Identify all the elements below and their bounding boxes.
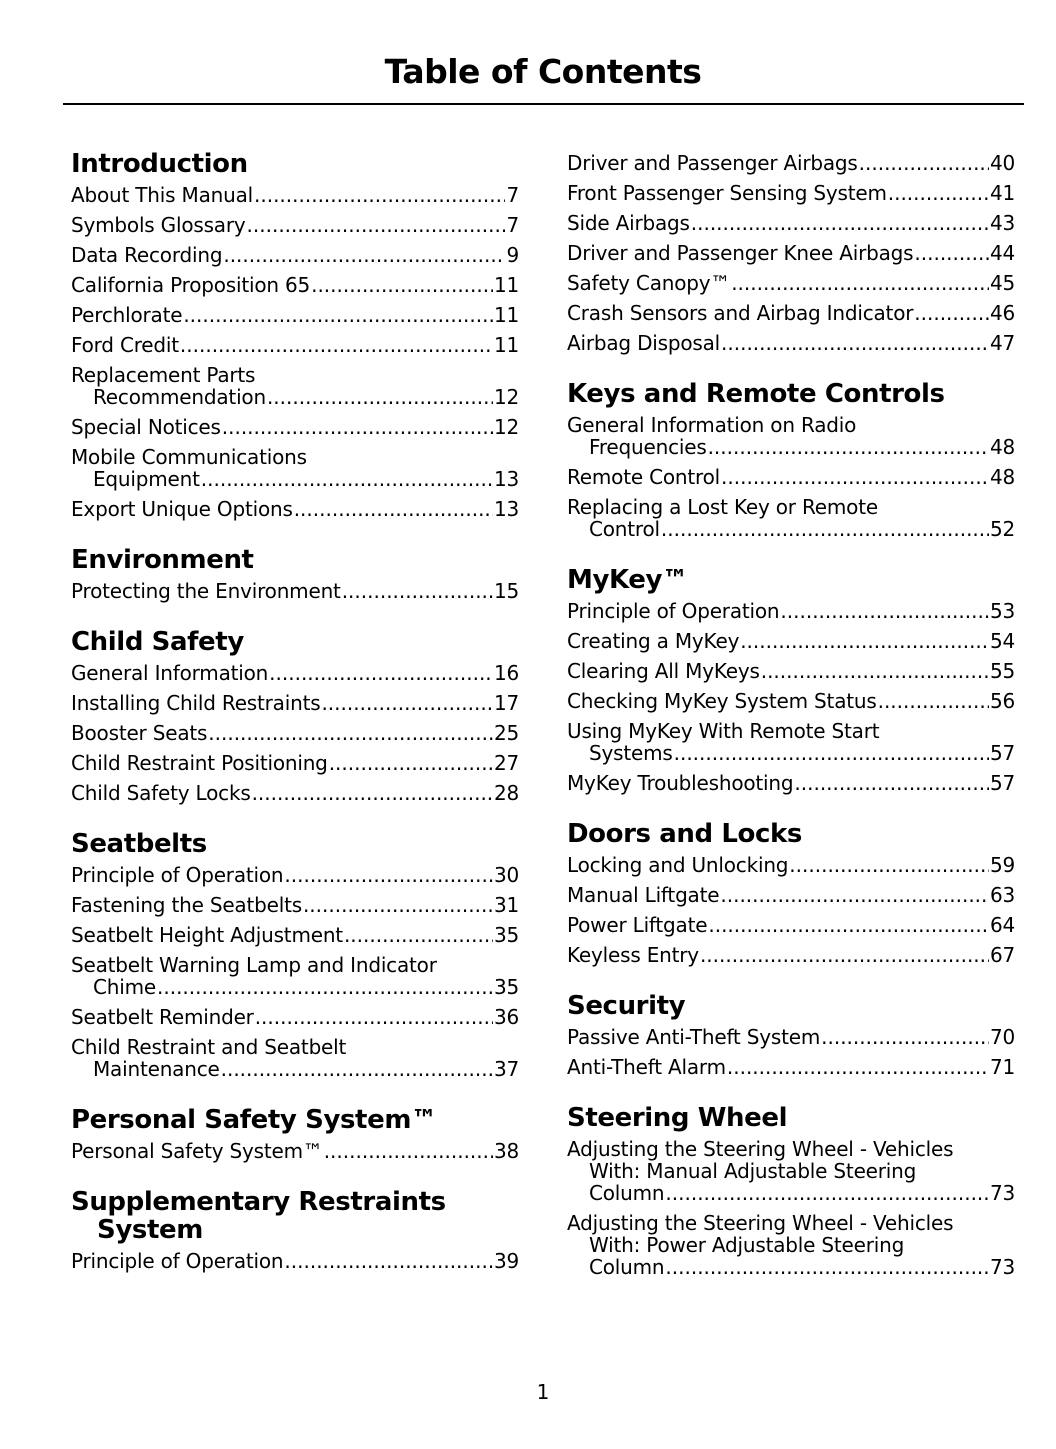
toc-entry-page: 54 [989, 629, 1015, 653]
toc-entry-row [567, 332, 1015, 354]
toc-left-column [71, 150, 519, 1298]
toc-entry-row [567, 742, 1015, 764]
toc-entry-page: 52 [989, 517, 1015, 541]
toc-entry-label: With: Manual Adjustable Steering [589, 1159, 917, 1183]
toc-entry-row [567, 660, 1015, 682]
toc-entry-label: Mobile Communications [71, 445, 307, 469]
section-heading [567, 992, 1015, 1020]
section-heading [71, 546, 519, 574]
dot-leader [321, 692, 493, 714]
toc-entry-label: Seatbelt Height Adjustment [71, 923, 343, 947]
dot-leader [223, 244, 505, 266]
toc-section [567, 380, 1015, 540]
dot-leader [284, 1250, 493, 1272]
toc-entry-page: 48 [989, 435, 1015, 459]
toc-entry-label: Safety Canopy™ [567, 271, 731, 295]
dot-leader [878, 690, 989, 712]
toc-entry[interactable] [567, 630, 1015, 652]
toc-entry[interactable] [71, 184, 519, 206]
toc-entry-label: Principle of Operation [567, 599, 780, 623]
toc-entry-row [567, 630, 1015, 652]
toc-entry[interactable] [567, 884, 1015, 906]
dot-leader [254, 184, 505, 206]
toc-entry-label: Export Unique Options [71, 497, 293, 521]
toc-entry-page: 12 [493, 415, 519, 439]
toc-entry-label: Seatbelt Warning Lamp and Indicator [71, 953, 437, 977]
toc-entry-label: Manual Liftgate [567, 883, 720, 907]
toc-entry-page: 35 [493, 975, 519, 999]
toc-entry[interactable] [567, 1026, 1015, 1048]
dot-leader [180, 334, 493, 356]
toc-entry-page: 63 [989, 883, 1015, 907]
dot-leader [708, 436, 989, 458]
toc-entry[interactable] [71, 446, 519, 490]
dot-leader [789, 854, 989, 876]
toc-entry-label: Child Restraint and Seatbelt [71, 1035, 347, 1059]
toc-entry-page: 31 [493, 893, 519, 917]
dot-leader [255, 1006, 493, 1028]
toc-entry[interactable] [71, 864, 519, 886]
toc-entry-page: 28 [493, 781, 519, 805]
toc-entry[interactable] [71, 692, 519, 714]
dot-leader [661, 518, 989, 540]
toc-entry-page: 73 [989, 1255, 1015, 1279]
page-title: Table of Contents [384, 52, 702, 91]
dot-leader [342, 580, 493, 602]
toc-entry-row [71, 304, 519, 326]
toc-entry[interactable] [71, 722, 519, 744]
toc-entry-label: Principle of Operation [71, 863, 284, 887]
toc-entry-row [71, 1006, 519, 1028]
toc-entry-label: Fastening the Seatbelts [71, 893, 302, 917]
toc-entry-label: Ford Credit [71, 333, 179, 357]
toc-entry-page: 64 [989, 913, 1015, 937]
toc-entry[interactable] [567, 152, 1015, 174]
toc-entry[interactable] [71, 662, 519, 684]
dot-leader [674, 742, 989, 764]
toc-entry[interactable] [567, 854, 1015, 876]
toc-entry-label: Front Passenger Sensing System [567, 181, 887, 205]
toc-entry-row [71, 334, 519, 356]
toc-entry-label: MyKey Troubleshooting [567, 771, 794, 795]
dot-leader [294, 498, 493, 520]
toc-entry[interactable] [71, 580, 519, 602]
toc-entry[interactable] [567, 182, 1015, 204]
toc-entry-page: 53 [989, 599, 1015, 623]
toc-entry-label: Keyless Entry [567, 943, 699, 967]
toc-entry-row [71, 752, 519, 774]
toc-entry-row [567, 152, 1015, 174]
toc-entry-row [567, 182, 1015, 204]
toc-entry-label: Driver and Passenger Airbags [567, 151, 858, 175]
dot-leader [208, 722, 493, 744]
toc-section [71, 546, 519, 602]
toc-entry[interactable] [71, 894, 519, 916]
toc-entry-label: California Proposition 65 [71, 273, 311, 297]
toc-entry-label: Installing Child Restraints [71, 691, 321, 715]
toc-entry-page: 70 [989, 1025, 1015, 1049]
section-heading-text: Environment [71, 545, 254, 575]
toc-entry-label: General Information [71, 661, 269, 685]
toc-entry-page: 11 [493, 333, 519, 357]
toc-entry-page: 13 [493, 497, 519, 521]
toc-entry[interactable] [71, 954, 519, 998]
toc-entry-label: Airbag Disposal [567, 331, 721, 355]
toc-entry-row [567, 772, 1015, 794]
toc-entry-page: 44 [989, 241, 1015, 265]
section-heading-text: Security [567, 991, 686, 1021]
toc-entry[interactable] [71, 416, 519, 438]
dot-leader [324, 1140, 493, 1162]
toc-entry-page: 57 [989, 741, 1015, 765]
section-heading-text: Doors and Locks [567, 819, 802, 849]
toc-entry[interactable] [567, 600, 1015, 622]
dot-leader [183, 304, 493, 326]
dot-leader [794, 772, 989, 794]
section-heading-text: Keys and Remote Controls [567, 379, 945, 409]
section-heading [71, 628, 519, 656]
toc-entry[interactable] [567, 414, 1015, 458]
toc-entry-row [567, 302, 1015, 324]
dot-leader [708, 914, 989, 936]
dot-leader [665, 1182, 989, 1204]
toc-entry-row [71, 662, 519, 684]
toc-entry-label: Chime [93, 975, 156, 999]
dot-leader [311, 274, 493, 296]
toc-entry[interactable] [71, 1250, 519, 1272]
section-heading [567, 566, 1015, 594]
toc-entry-page: 67 [989, 943, 1015, 967]
toc-entry[interactable] [71, 244, 519, 266]
toc-entry-page: 7 [506, 183, 519, 207]
toc-entry-page: 9 [506, 243, 519, 267]
toc-section [567, 820, 1015, 966]
toc-entry-page: 71 [989, 1055, 1015, 1079]
toc-entry[interactable] [567, 660, 1015, 682]
toc-entry-row [567, 242, 1015, 264]
toc-entry-label: Perchlorate [71, 303, 183, 327]
dot-leader [888, 182, 989, 204]
toc-entry-page: 59 [989, 853, 1015, 877]
toc-entry[interactable] [71, 1036, 519, 1080]
toc-right-column [567, 152, 1015, 1304]
toc-entry[interactable] [567, 690, 1015, 712]
section-heading [71, 1106, 519, 1134]
toc-entry-row [71, 498, 519, 520]
toc-entry-row [71, 468, 519, 490]
toc-entry-row [567, 1256, 1015, 1278]
toc-entry-label: Column [589, 1181, 665, 1205]
toc-entry-label: Passive Anti-Theft System [567, 1025, 821, 1049]
toc-entry-row [567, 272, 1015, 294]
toc-entry-label: Creating a MyKey [567, 629, 740, 653]
dot-leader [720, 884, 989, 906]
toc-entry-row [71, 1058, 519, 1080]
section-heading-text: System [97, 1215, 203, 1245]
dot-leader [821, 1026, 989, 1048]
section-heading [71, 830, 519, 858]
dot-leader [731, 272, 989, 294]
toc-entry-label: Adjusting the Steering Wheel - Vehicles [567, 1211, 954, 1235]
toc-section [71, 150, 519, 520]
toc-entry-row [567, 914, 1015, 936]
toc-entry-page: 39 [493, 1249, 519, 1273]
toc-section [567, 566, 1015, 794]
dot-leader [727, 1056, 989, 1078]
toc-entry-label: Remote Control [567, 465, 721, 489]
toc-section [71, 628, 519, 804]
toc-entry-row [71, 580, 519, 602]
dot-leader [700, 944, 989, 966]
toc-entry-row [567, 690, 1015, 712]
toc-entry[interactable] [71, 782, 519, 804]
toc-entry-label: Symbols Glossary [71, 213, 246, 237]
toc-entry-row [71, 416, 519, 438]
dot-leader [344, 924, 493, 946]
toc-entry-page: 41 [989, 181, 1015, 205]
toc-entry-label: Frequencies [589, 435, 707, 459]
toc-entry[interactable] [71, 924, 519, 946]
toc-entry-page: 15 [493, 579, 519, 603]
toc-entry[interactable] [71, 498, 519, 520]
toc-entry-row [71, 864, 519, 886]
toc-entry[interactable] [567, 272, 1015, 294]
toc-entry-row [567, 944, 1015, 966]
toc-entry-page: 73 [989, 1181, 1015, 1205]
toc-entry-page: 36 [493, 1005, 519, 1029]
dot-leader [284, 864, 493, 886]
dot-leader [267, 386, 493, 408]
toc-entry[interactable] [71, 364, 519, 408]
toc-entry-page: 57 [989, 771, 1015, 795]
dot-leader [247, 214, 506, 236]
toc-entry-row [71, 976, 519, 998]
toc-entry-page: 56 [989, 689, 1015, 713]
dot-leader [691, 212, 989, 234]
toc-entry-label: Clearing All MyKeys [567, 659, 760, 683]
toc-entry-label: General Information on Radio [567, 413, 857, 437]
toc-entry[interactable] [567, 772, 1015, 794]
toc-entry-label: Protecting the Environment [71, 579, 341, 603]
toc-entry-label: Recommendation [93, 385, 266, 409]
dot-leader [721, 332, 989, 354]
title-divider [63, 103, 1024, 105]
toc-entry-label: Driver and Passenger Knee Airbags [567, 241, 914, 265]
section-heading-text: Personal Safety System™ [71, 1105, 437, 1135]
toc-entry-row [567, 518, 1015, 540]
toc-entry-page: 11 [493, 303, 519, 327]
toc-entry-label: Side Airbags [567, 211, 690, 235]
toc-entry[interactable] [567, 302, 1015, 324]
toc-entry[interactable] [567, 212, 1015, 234]
dot-leader [721, 466, 989, 488]
section-heading-text: Seatbelts [71, 829, 207, 859]
section-heading [71, 1188, 519, 1244]
toc-entry-label: Data Recording [71, 243, 223, 267]
toc-section [567, 152, 1015, 354]
toc-section [567, 1104, 1015, 1278]
section-heading-text: MyKey™ [567, 565, 688, 595]
toc-entry[interactable] [567, 1212, 1015, 1278]
toc-entry[interactable] [567, 720, 1015, 764]
toc-entry-page: 11 [493, 273, 519, 297]
toc-entry-row [71, 1140, 519, 1162]
toc-entry-label: Seatbelt Reminder [71, 1005, 254, 1029]
toc-entry-label: Systems [589, 741, 673, 765]
toc-entry-label: Booster Seats [71, 721, 208, 745]
section-heading [567, 380, 1015, 408]
toc-entry-page: 48 [989, 465, 1015, 489]
dot-leader [740, 630, 989, 652]
dot-leader [914, 302, 989, 324]
toc-entry-label: Adjusting the Steering Wheel - Vehicles [567, 1137, 954, 1161]
toc-entry-label: Locking and Unlocking [567, 853, 789, 877]
toc-entry-label: Equipment [93, 467, 200, 491]
page-number: 1 [536, 1380, 550, 1404]
toc-entry-row [71, 1250, 519, 1272]
toc-entry-page: 37 [493, 1057, 519, 1081]
toc-entry-page: 13 [493, 467, 519, 491]
toc-entry[interactable] [71, 304, 519, 326]
toc-entry[interactable] [71, 274, 519, 296]
section-heading-text: Steering Wheel [567, 1103, 788, 1133]
toc-entry-page: 30 [493, 863, 519, 887]
toc-entry-row [567, 600, 1015, 622]
toc-entry-row [71, 924, 519, 946]
toc-entry[interactable] [567, 242, 1015, 264]
toc-entry-label: Personal Safety System™ [71, 1139, 323, 1163]
section-heading [567, 1104, 1015, 1132]
toc-entry-page: 55 [989, 659, 1015, 683]
toc-entry-page: 40 [989, 151, 1015, 175]
toc-section [71, 830, 519, 1080]
toc-entry-row [567, 884, 1015, 906]
section-heading-text: Supplementary Restraints [71, 1187, 446, 1217]
toc-entry-page: 27 [493, 751, 519, 775]
toc-entry-page: 25 [493, 721, 519, 745]
toc-entry-label: Control [589, 517, 660, 541]
toc-entry-label: Replacing a Lost Key or Remote [567, 495, 878, 519]
toc-entry-row [567, 1026, 1015, 1048]
section-heading-text: Child Safety [71, 627, 244, 657]
dot-leader [780, 600, 989, 622]
toc-entry-row [567, 1056, 1015, 1078]
toc-entry-row [567, 854, 1015, 876]
toc-entry[interactable] [567, 496, 1015, 540]
toc-entry-page: 7 [506, 213, 519, 237]
toc-entry-row [71, 894, 519, 916]
toc-entry[interactable] [567, 1138, 1015, 1204]
toc-entry-page: 45 [989, 271, 1015, 295]
dot-leader [329, 752, 493, 774]
dot-leader [859, 152, 989, 174]
toc-entry-row [71, 692, 519, 714]
toc-entry[interactable] [71, 1140, 519, 1162]
section-heading-text: Introduction [71, 149, 248, 179]
toc-entry-label: Replacement Parts [71, 363, 256, 387]
toc-entry-page: 47 [989, 331, 1015, 355]
toc-entry-row [71, 184, 519, 206]
toc-entry-page: 17 [493, 691, 519, 715]
toc-entry-label: Column [589, 1255, 665, 1279]
toc-entry-page: 46 [989, 301, 1015, 325]
dot-leader [761, 660, 989, 682]
toc-entry-page: 12 [493, 385, 519, 409]
toc-entry-row [71, 722, 519, 744]
dot-leader [914, 242, 989, 264]
toc-entry-page: 43 [989, 211, 1015, 235]
section-heading [71, 150, 519, 178]
toc-entry[interactable] [567, 914, 1015, 936]
dot-leader [157, 976, 493, 998]
toc-entry-row [567, 466, 1015, 488]
toc-entry-label: Crash Sensors and Airbag Indicator [567, 301, 914, 325]
toc-entry-label: With: Power Adjustable Steering [589, 1233, 905, 1257]
toc-section [71, 1106, 519, 1162]
toc-entry[interactable] [567, 466, 1015, 488]
toc-entry-label: About This Manual [71, 183, 253, 207]
toc-entry[interactable] [567, 1056, 1015, 1078]
toc-entry-label: Anti-Theft Alarm [567, 1055, 726, 1079]
toc-entry-page: 16 [493, 661, 519, 685]
toc-entry-row [71, 782, 519, 804]
toc-entry-page: 35 [493, 923, 519, 947]
toc-entry[interactable] [567, 332, 1015, 354]
toc-entry[interactable] [71, 752, 519, 774]
toc-entry-label: Maintenance [93, 1057, 220, 1081]
toc-entry[interactable] [567, 944, 1015, 966]
toc-entry-label: Checking MyKey System Status [567, 689, 877, 713]
dot-leader [221, 1058, 493, 1080]
dot-leader [252, 782, 493, 804]
toc-entry-label: Child Safety Locks [71, 781, 251, 805]
dot-leader [269, 662, 493, 684]
dot-leader [222, 416, 493, 438]
toc-entry-row [71, 386, 519, 408]
dot-leader [665, 1256, 989, 1278]
dot-leader [201, 468, 493, 490]
toc-section [71, 1188, 519, 1272]
toc-entry-label: Using MyKey With Remote Start [567, 719, 880, 743]
toc-entry-label: Power Liftgate [567, 913, 708, 937]
toc-entry-row [71, 214, 519, 236]
toc-entry[interactable] [71, 1006, 519, 1028]
toc-entry-row [71, 244, 519, 266]
toc-entry-page: 38 [493, 1139, 519, 1163]
toc-entry-row [567, 212, 1015, 234]
toc-entry-row [567, 1182, 1015, 1204]
dot-leader [303, 894, 493, 916]
toc-entry[interactable] [71, 214, 519, 236]
section-heading [567, 820, 1015, 848]
toc-entry-label: Child Restraint Positioning [71, 751, 328, 775]
toc-entry[interactable] [71, 334, 519, 356]
toc-entry-label: Special Notices [71, 415, 221, 439]
toc-section [567, 992, 1015, 1078]
toc-entry-label: Principle of Operation [71, 1249, 284, 1273]
toc-entry-row [71, 274, 519, 296]
toc-entry-row [567, 436, 1015, 458]
